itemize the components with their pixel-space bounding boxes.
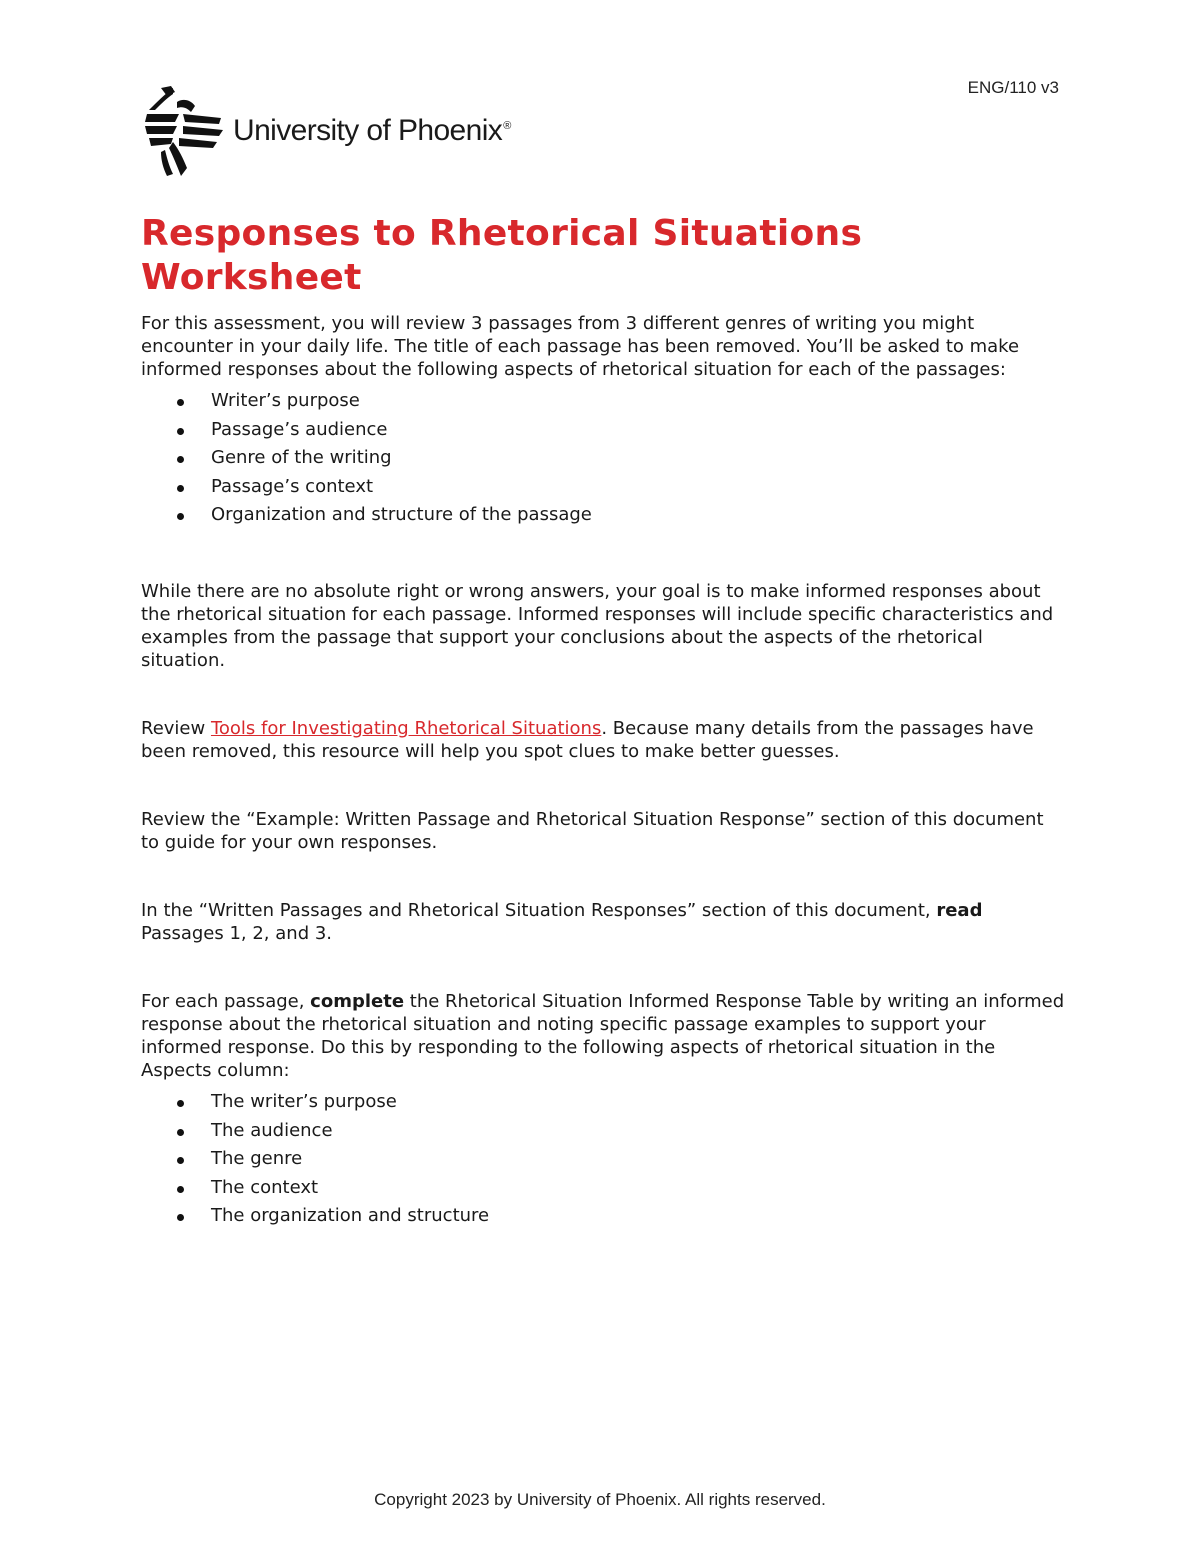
review-tools-paragraph [141,717,1066,763]
copyright-footer: Copyright 2023 by University of Phoenix. All rights reserved. [374,1490,826,1509]
logo-name: University of Phoenix [233,114,503,147]
complete-instruction-paragraph [141,990,1066,1082]
phoenix-icon [143,84,225,178]
list-item: The audience [141,1117,1066,1146]
document-body [141,212,1066,1231]
university-logo [143,84,563,178]
review-tools-suffix: . Because many details from the passages have been removed, this resource will help you spot clues to make better guesses. [141,717,1034,762]
list-item: Passage’s audience [141,416,1066,445]
list-item: Organization and structure of the passage [141,501,1066,530]
complete-prefix: For each passage, [141,990,311,1012]
list-item: Passage’s context [141,473,1066,502]
read-suffix: Passages 1, 2, and 3. [141,922,333,944]
response-aspects-list [141,1088,1066,1231]
page-title: Responses to Rhetorical Situations Worksheet [141,213,863,298]
intro-paragraph: For this assessment, you will review 3 passages from 3 different genres of writing you might encounter in your daily life. The title of each passage has been removed. You’ll be asked to make informed responses about the following aspects of rhetorical situation for each of the passages: [141,313,1020,380]
tools-link[interactable]: Tools for Investigating Rhetorical Situations [210,717,602,739]
course-code: ENG/110 v3 [967,78,1059,97]
aspects-list [141,387,1066,530]
goal-paragraph: While there are no absolute right or wrong answers, your goal is to make informed responses about the rhetorical situation for each passage. Informed responses will include specific characteristics and examples from the passage that support your conclusions about the aspects of the rhetorical situation. [141,580,1054,671]
list-item: The writer’s purpose [141,1088,1066,1117]
list-item: The context [141,1174,1066,1203]
complete-suffix: the Rhetorical Situation Informed Response Table by writing an informed response about the rhetorical situation and noting specific passage examples to support your informed response. Do this by responding to the following aspects of rhetorical situation in the Aspects column: [141,990,1065,1081]
list-item: The genre [141,1145,1066,1174]
list-item: Genre of the writing [141,444,1066,473]
read-prefix: In the “Written Passages and Rhetorical Situation Responses” section of this document, [141,899,937,921]
list-item: The organization and structure [141,1202,1066,1231]
logo-wordmark [233,114,511,148]
review-example-paragraph: Review the “Example: Written Passage and Rhetorical Situation Response” section of this document to guide for your own responses. [141,808,1044,853]
registered-mark: ® [503,120,511,132]
read-emphasis: read [936,899,983,921]
review-tools-prefix: Review [141,717,211,739]
read-instruction-paragraph [141,899,1066,945]
list-item: Writer’s purpose [141,387,1066,416]
complete-emphasis: complete [310,990,405,1012]
